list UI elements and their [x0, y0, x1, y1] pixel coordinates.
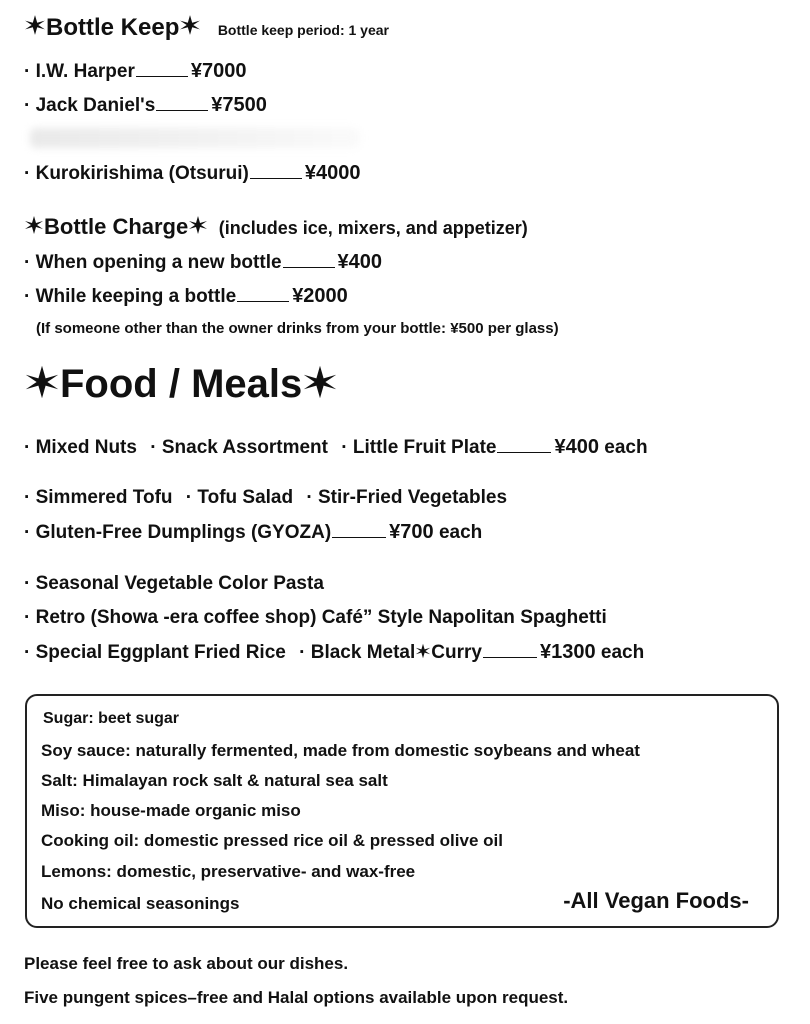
item-price: ¥400	[554, 436, 599, 458]
asterisk-icon	[24, 215, 44, 235]
ingredient-line: Miso: house-made organic miso	[41, 801, 301, 820]
menu-item: · Jack Daniel's ¥7500	[24, 94, 267, 116]
item-price: ¥7500	[211, 94, 267, 116]
item-name: Tofu Salad	[197, 487, 294, 508]
item-name: When opening a new bottle	[35, 252, 282, 273]
menu-line: · Mixed Nuts · Snack Assortment · Little Fruit Plate ¥400 each	[24, 436, 648, 458]
item-price: ¥2000	[292, 285, 348, 307]
item-price: ¥400	[337, 251, 383, 273]
item-name: Gluten-Free Dumplings (GYOZA)	[35, 522, 332, 543]
item-price: ¥7000	[190, 60, 247, 82]
bottle-charge-subtitle: (includes ice, mixers, and appetizer)	[218, 218, 528, 238]
asterisk-icon	[415, 643, 431, 659]
menu-item: · Kurokirishima (Otsurui) ¥4000	[24, 162, 361, 184]
bottle-keep-title: Bottle Keep	[46, 14, 180, 41]
food-header	[24, 362, 338, 407]
asterisk-icon	[188, 215, 208, 235]
bottle-charge-title: Bottle Charge	[44, 214, 189, 239]
ingredient-line: No chemical seasonings	[41, 894, 240, 913]
ingredient-line: Salt: Himalayan rock salt & natural sea salt	[41, 771, 388, 790]
bottle-charge-note: (If someone other than the owner drinks from your bottle: ¥500 per glass)	[36, 320, 559, 337]
item-name: Simmered Tofu	[35, 487, 173, 508]
ingredients-box	[25, 694, 779, 928]
bottle-keep-header	[24, 14, 389, 42]
bottle-keep-period: Bottle keep period: 1 year	[217, 22, 389, 38]
footer-line: Five pungent spices–free and Halal options available upon request.	[24, 988, 569, 1007]
item-name: Little Fruit Plate	[352, 437, 497, 458]
menu-item: · While keeping a bottle ¥2000	[24, 285, 348, 307]
redacted-line	[30, 128, 360, 148]
menu-line: · Gluten-Free Dumplings (GYOZA) ¥700 each	[24, 521, 483, 543]
item-price: ¥1300	[539, 641, 596, 663]
price-suffix: each	[604, 437, 648, 458]
item-name: Mixed Nuts	[35, 437, 137, 458]
menu-line: · Seasonal Vegetable Color Pasta	[24, 573, 324, 594]
asterisk-icon	[24, 364, 60, 400]
item-name: Kurokirishima (Otsurui)	[35, 163, 249, 184]
item-name: While keeping a bottle	[35, 286, 237, 307]
item-name: Retro (Showa -era coffee shop) Café” Style Napolitan Spaghetti	[35, 607, 607, 628]
footer-line: Please feel free to ask about our dishes.	[24, 954, 349, 973]
menu-item: · I.W. Harper ¥7000	[24, 60, 247, 82]
item-name: I.W. Harper	[35, 61, 135, 82]
food-title: Food / Meals	[60, 362, 303, 406]
item-name: Stir-Fried Vegetables	[318, 487, 508, 508]
vegan-tag: -All Vegan Foods-	[563, 888, 749, 913]
item-name: Black Metal	[310, 642, 416, 663]
ingredient-line: Sugar: beet sugar	[43, 710, 180, 727]
menu-item: · When opening a new bottle ¥400	[24, 251, 383, 273]
bottle-charge-header	[24, 214, 528, 240]
asterisk-icon	[179, 14, 201, 36]
item-name: Seasonal Vegetable Color Pasta	[35, 573, 324, 594]
menu-line: · Special Eggplant Fried Rice · Black Metal Curry ¥1300 each	[24, 641, 645, 663]
item-name: Snack Assortment	[161, 437, 328, 458]
item-price: ¥4000	[304, 162, 361, 184]
price-suffix: each	[438, 522, 483, 543]
ingredient-line: Cooking oil: domestic pressed rice oil & pressed olive oil	[41, 831, 503, 850]
ingredient-line: Lemons: domestic, preservative- and wax-free	[41, 862, 416, 881]
item-name: Special Eggplant Fried Rice	[35, 642, 286, 663]
menu-line: · Retro (Showa -era coffee shop) Café” Style Napolitan Spaghetti	[24, 607, 607, 628]
item-name: Curry	[431, 642, 482, 663]
ingredient-line: Soy sauce: naturally fermented, made from domestic soybeans and wheat	[41, 741, 640, 760]
asterisk-icon	[302, 364, 338, 400]
item-name: Jack Daniel's	[35, 95, 156, 116]
asterisk-icon	[24, 14, 46, 36]
price-suffix: each	[600, 642, 645, 663]
menu-line: · Simmered Tofu · Tofu Salad · Stir-Fried Vegetables	[24, 487, 508, 508]
item-price: ¥700	[389, 521, 434, 543]
